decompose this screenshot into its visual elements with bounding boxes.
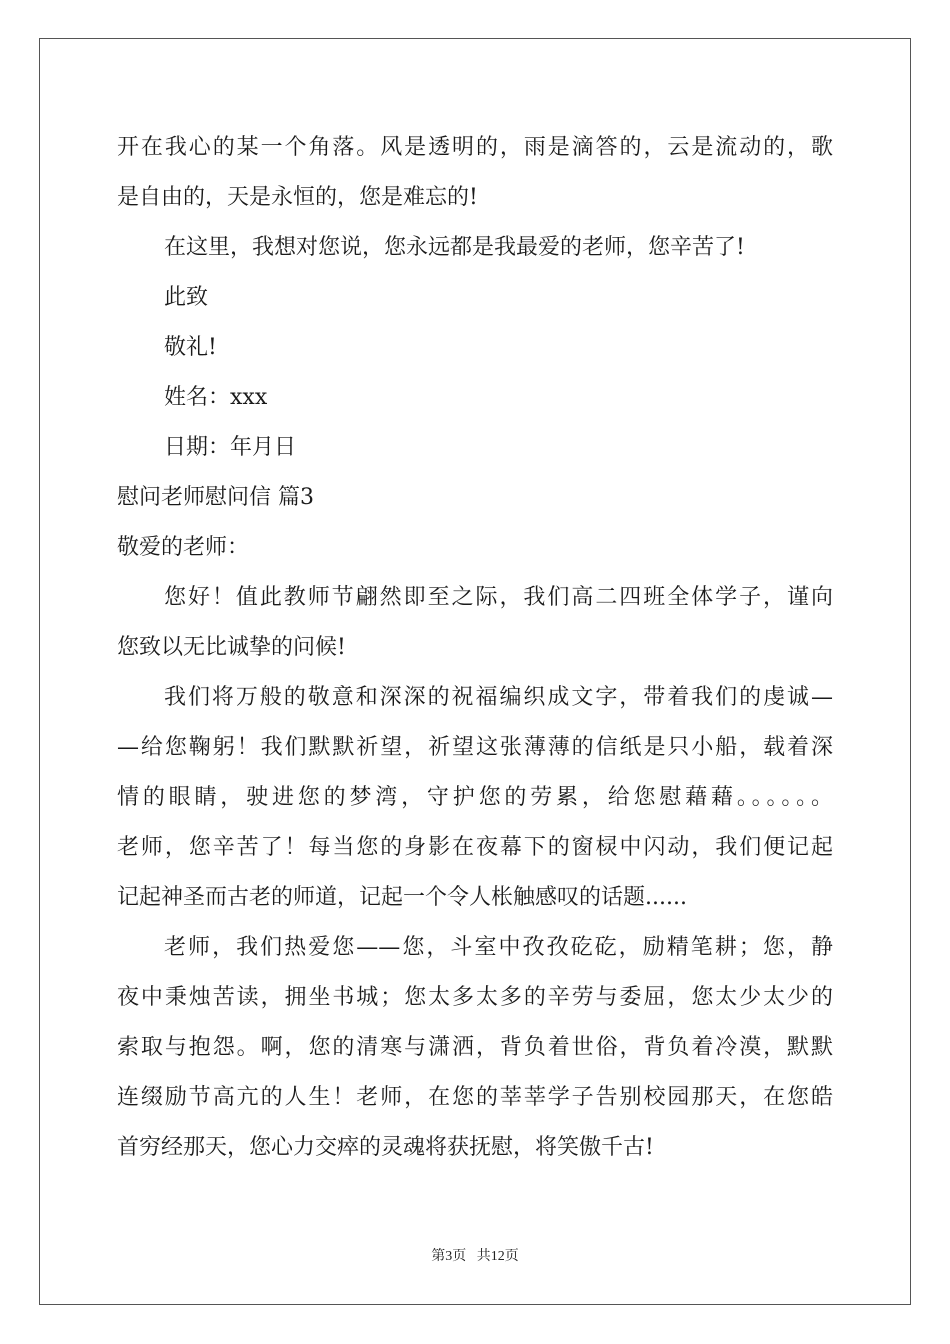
closing-salutation: 此致 [164, 285, 209, 310]
text-line: 您好！值此教师节翩然即至之际，我们高二四班全体学子，谨向 [164, 585, 833, 610]
text-line: —给您鞠躬！我们默默祈望，祈望这张薄薄的信纸是只小船，载着深 [117, 735, 833, 760]
text-line: 连缀励节高亢的人生！老师，在您的莘莘学子告别校园那天，在您皓 [117, 1085, 833, 1110]
page-footer [0, 1245, 950, 1265]
closing-respect: 敬礼! [164, 335, 217, 360]
text-line: 我们将万般的敬意和深深的祝福编织成文字，带着我们的虔诚— [164, 685, 833, 710]
text-line: 记起神圣而古老的师道，记起一个令人枨触感叹的话题...... [117, 885, 687, 910]
signature-name: 姓名：xxx [164, 385, 268, 410]
text-line: 是自由的，天是永恒的，您是难忘的! [117, 185, 478, 210]
page-number: 第3页 [431, 1249, 467, 1264]
text-line: 开在我心的某一个角落。风是透明的，雨是滴答的，云是流动的，歌 [117, 135, 833, 160]
greeting: 敬爱的老师： [117, 535, 250, 560]
text-line: 您致以无比诚挚的问候! [117, 635, 346, 660]
page-total: 共12页 [476, 1249, 519, 1264]
text-line: 索取与抱怨。啊，您的清寒与潇洒，背负着世俗，背负着冷漠，默默 [117, 1035, 833, 1060]
text-line: 老师，我们热爱您——您，斗室中孜孜矻矻，励精笔耕；您，静 [164, 935, 833, 960]
text-line: 首穷经那天，您心力交瘁的灵魂将获抚慰，将笑傲千古! [117, 1135, 654, 1160]
text-line: 情的眼睛，驶进您的梦湾，守护您的劳累，给您慰藉藉。。。。。。 [117, 785, 833, 810]
section-heading: 慰问老师慰问信 篇3 [117, 485, 314, 510]
text-line: 在这里，我想对您说，您永远都是我最爱的老师，您辛苦了! [164, 235, 745, 260]
text-line: 老师，您辛苦了！每当您的身影在夜幕下的窗棂中闪动，我们便记起 [117, 835, 833, 860]
signature-date: 日期：年月日 [164, 435, 297, 460]
text-line: 夜中秉烛苦读，拥坐书城；您太多太多的辛劳与委屈，您太少太少的 [117, 985, 833, 1010]
